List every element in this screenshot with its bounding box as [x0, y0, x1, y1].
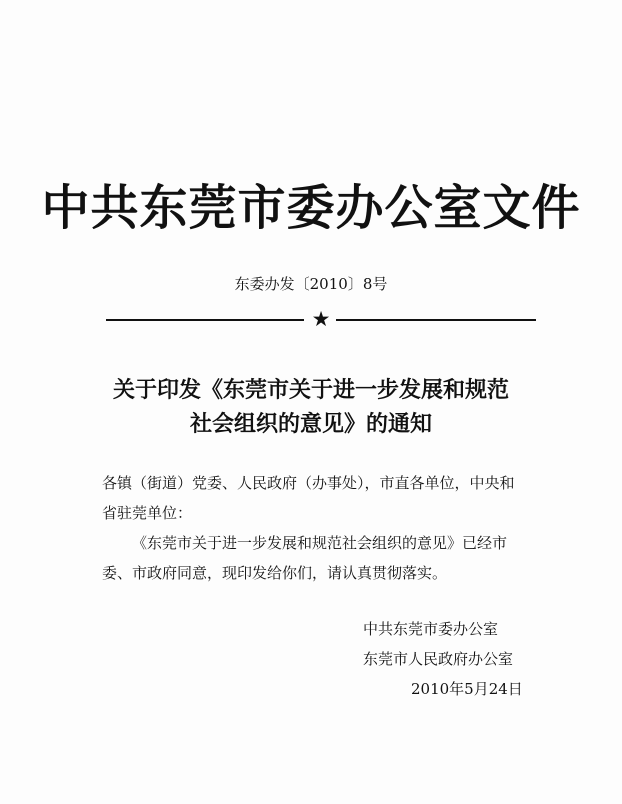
document-number: 东委办发〔2010〕8号: [234, 275, 388, 293]
header-separator: [106, 309, 536, 329]
body-paragraph-line-2: 委、市政府同意，现印发给你们，请认真贯彻落实。: [102, 564, 448, 582]
star-icon: ★: [311, 307, 331, 331]
issuer-government-office: 东莞市人民政府办公室: [363, 650, 514, 668]
signature-block: [363, 614, 563, 704]
body-paragraph-line-1: 《东莞市关于进一步发展和规范社会组织的意见》已经市: [132, 534, 508, 552]
notice-title: [0, 373, 622, 441]
notice-title-line-1: 关于印发《东莞市关于进一步发展和规范: [112, 377, 509, 403]
issuer-party-office: 中共东莞市委办公室: [363, 620, 499, 638]
recipients-line-1: 各镇（街道）党委、人民政府（办事处），市直各单位，中央和: [102, 474, 515, 492]
separator-line-left: [106, 319, 304, 321]
notice-title-line-2: 社会组织的意见》的通知: [189, 411, 432, 437]
separator-line-right: [336, 319, 536, 321]
recipients-line-2: 省驻莞单位：: [102, 504, 193, 522]
issue-date: 2010年5月24日: [411, 680, 523, 698]
document-header-title: 中共东莞市委办公室文件: [41, 180, 581, 236]
notice-body: [102, 468, 542, 588]
